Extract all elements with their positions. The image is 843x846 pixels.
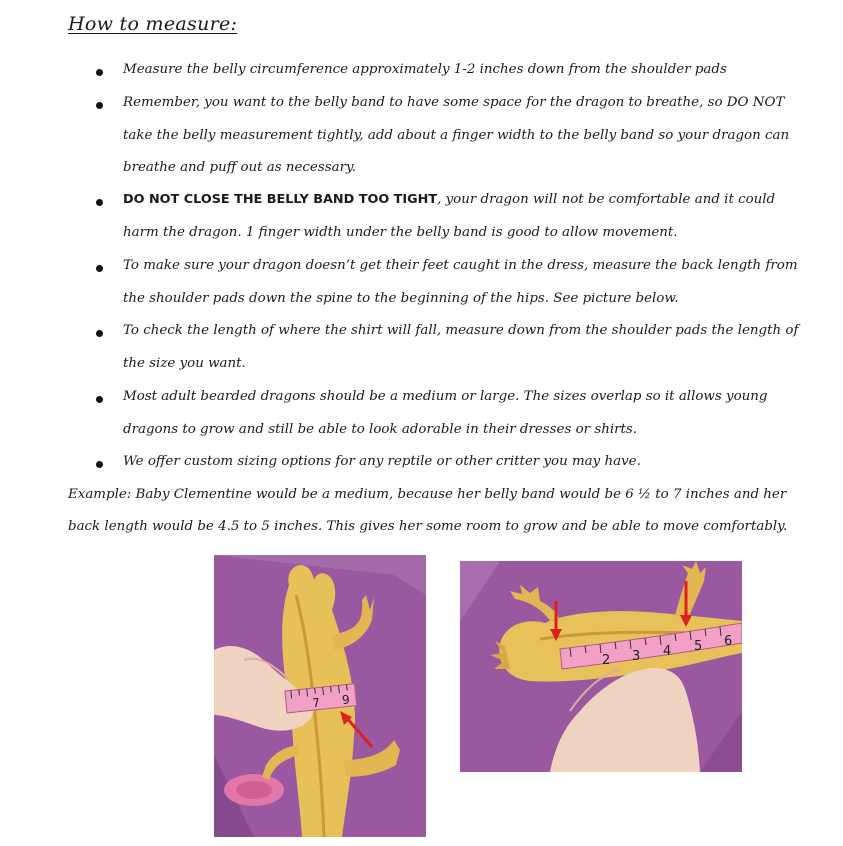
page-heading: How to measure: bbox=[68, 13, 238, 35]
bullet-text: We offer custom sizing options for any reptile or other critter you may have. bbox=[123, 454, 641, 469]
tape-tick bbox=[331, 686, 332, 692]
tape-number: 5 bbox=[694, 639, 703, 654]
bullet-text bbox=[123, 184, 803, 249]
tape-tick bbox=[299, 690, 300, 696]
tape-roll-center bbox=[236, 781, 272, 799]
bullet-strong-text: DO NOT CLOSE THE BELLY BAND TOO TIGHT bbox=[123, 192, 438, 207]
tape-number: 6 bbox=[724, 634, 733, 649]
bullet-dot-icon bbox=[96, 330, 103, 337]
bullet-text: To check the length of where the shirt will fall, measure down from the shoulder pads the length of the size you want. bbox=[123, 323, 799, 371]
bullet-dot-icon bbox=[96, 461, 103, 468]
back-length-photo bbox=[460, 561, 742, 772]
bullet-dot-icon bbox=[96, 199, 103, 206]
tape-tick bbox=[315, 688, 316, 694]
tape-number: 3 bbox=[632, 649, 641, 664]
bullet-text: To make sure your dragon doesn’t get their feet caught in the dress, measure the back length from the shoulder pads down the spine to the beginning of the hips. See picture below. bbox=[123, 258, 798, 306]
bullet-rest-text: , your dragon will not be comfortable and it could harm the dragon. 1 finger width under the belly band is good to allow movement. bbox=[123, 192, 776, 240]
bullet-dot-icon bbox=[96, 396, 103, 403]
example-paragraph: Example: Baby Clementine would be a medium, because her belly band would be 6 ½ to 7 inches and her back length would be 4.5 to 5 inches. This gives her some room to grow and be able to move comfortably. bbox=[68, 487, 788, 534]
bullet-dot-icon bbox=[96, 102, 103, 109]
bullet-text: Remember, you want to the belly band to have some space for the dragon to breathe, so DO NOT take the belly measurement tightly, add about a finger width to the belly band so your dragon can breathe and puff out as necessary. bbox=[123, 95, 790, 175]
bullet-text: Most adult bearded dragons should be a medium or large. The sizes overlap so it allows young dragons to grow and still be able to look adorable in their dresses or shirts. bbox=[123, 389, 768, 437]
tape-number: 9 bbox=[341, 692, 351, 708]
tape-number: 2 bbox=[602, 653, 611, 668]
belly-measurement-photo bbox=[214, 555, 426, 837]
tape-number: 7 bbox=[311, 695, 321, 711]
tape-number: 4 bbox=[663, 644, 672, 659]
tape-tick bbox=[347, 685, 348, 691]
back-length-illustration bbox=[460, 561, 742, 772]
belly-measurement-illustration bbox=[214, 555, 426, 837]
bullet-dot-icon bbox=[96, 265, 103, 272]
bullet-dot-icon bbox=[96, 69, 103, 76]
bullet-text: Measure the belly circumference approximately 1-2 inches down from the shoulder pads bbox=[123, 62, 727, 77]
